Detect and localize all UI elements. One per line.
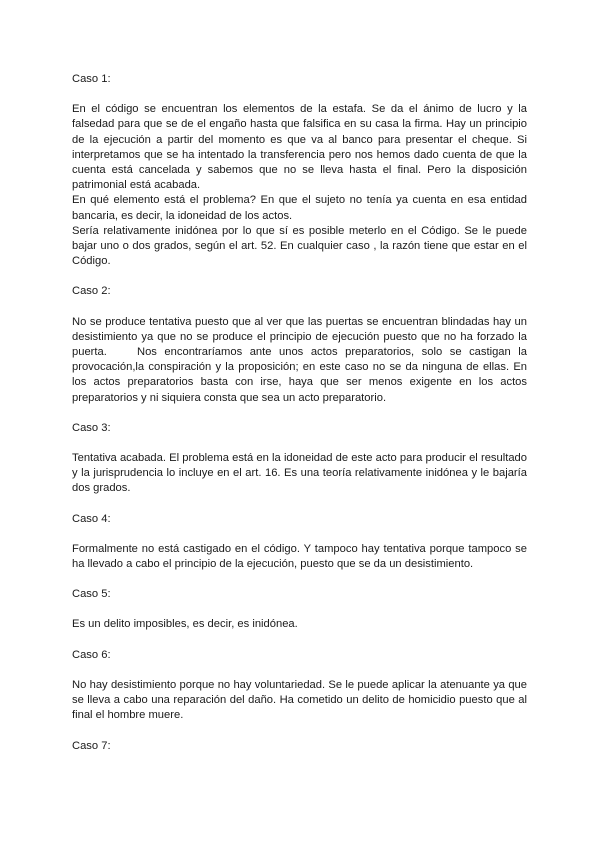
case-1-paragraph-1: En el código se encuentran los elementos de la estafa. Se da el ánimo de lucro y la falsedad para que se de el engaño hasta que falsifica en su casa la firma. Hay un principio de la ejecución a partir del momento es que va al banco para presentar el cheque. Si interpretamos que se ha intentado la transferencia pero nos hemos dado cuenta de que la cuenta está cancelada y sabemos que no se lleva hasta el final. Pero la disposición patrimonial está acabada.	[72, 103, 527, 192]
case-2-paragraph-1: No se produce tentativa puesto que al ver que las puertas se encuentran blindadas hay un desistimiento ya que no se produce el principio de ejecución puesto que no ha forzado la puerta. Nos encontraríamos ante unos actos preparatorios, solo se castigan la provocación,la conspiración y la proposición; en este caso no se da ninguna de ellas. En los actos preparatorios basta con irse, haya que ser menos exigente en los actos preparatorios y ni siquiera consta que sea un acto preparatorio.	[72, 315, 531, 404]
case-6-section	[72, 648, 527, 724]
case-1-heading: Caso 1:	[72, 73, 111, 85]
case-3-section	[72, 421, 527, 497]
case-1-paragraph-2: En qué elemento está el problema? En que el sujeto no tenía ya cuenta en esa entidad bancaria, es decir, la idoneidad de los actos.	[72, 194, 527, 222]
case-3-heading: Caso 3:	[72, 421, 111, 434]
case-1-paragraph-3: Sería relativamente inidónea por lo que sí es posible meterlo en el Código. Se le puede bajar uno o dos grados, según el art. 52. En cualquier caso , la razón tiene que estar en el Código.	[72, 224, 527, 268]
case-5-section	[72, 587, 527, 632]
case-5-heading: Caso 5:	[72, 588, 111, 601]
case-4-heading: Caso 4:	[72, 512, 111, 525]
case-1-section	[72, 72, 527, 269]
case-2-section	[72, 284, 531, 405]
document-body	[72, 72, 531, 769]
case-3-paragraph-1: Tentativa acabada. El problema está en la idoneidad de este acto para producir el resultado y la jurisprudencia lo incluye en el art. 16. Es una teoría relativamente inidónea y le bajaría dos grados.	[72, 452, 527, 495]
case-6-heading: Caso 6:	[72, 648, 111, 661]
case-4-paragraph-1: Formalmente no está castigado en el código. Y tampoco hay tentativa porque tampoco se ha llevado a cabo el principio de la ejecución, puesto que se da un desistimiento.	[72, 542, 527, 571]
case-5-paragraph-1: Es un delito imposibles, es decir, es inidónea.	[72, 618, 298, 631]
case-7-heading: Caso 7:	[72, 739, 111, 752]
case-7-section	[72, 739, 527, 754]
case-2-heading: Caso 2:	[72, 285, 111, 298]
case-6-paragraph-1: No hay desistimiento porque no hay voluntariedad. Se le puede aplicar la atenuante ya que se lleva a cabo una reparación del daño. Ha cometido un delito de homicidio puesto que al final el hombre muere.	[72, 678, 527, 722]
case-4-section	[72, 512, 527, 573]
